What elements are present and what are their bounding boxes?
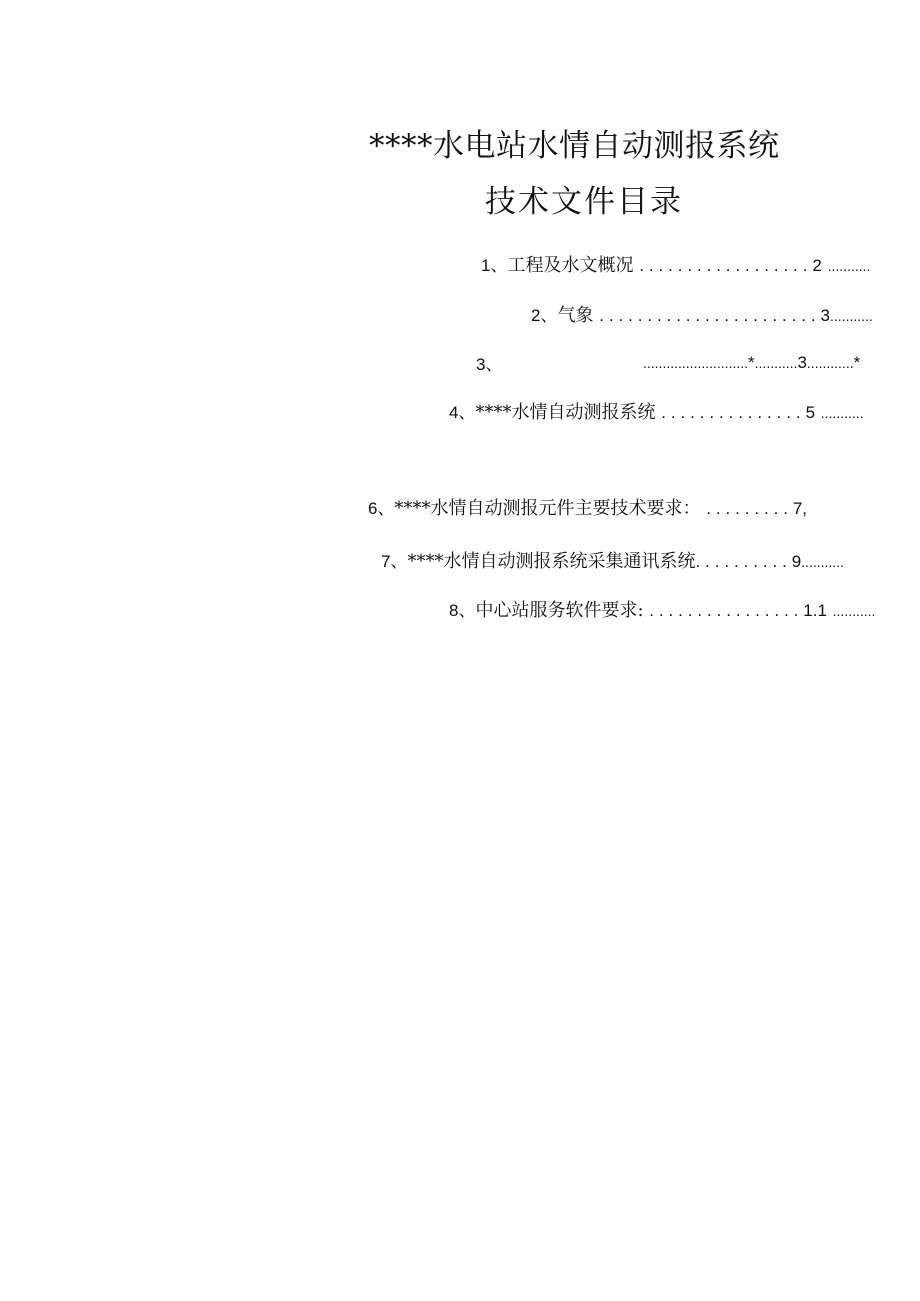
toc-entry-label: 工程及水文概况 <box>507 255 634 276</box>
toc-entry-3-leaders <box>643 351 860 375</box>
toc-entry-label: 气象 <box>557 305 594 326</box>
toc-entry-number: 6、 <box>368 499 395 518</box>
toc-entry-number: 2、 <box>531 306 558 325</box>
toc-entry-label: 中心站服务软件要求: <box>475 600 644 621</box>
toc-page-number: 5 <box>805 403 816 422</box>
toc-entry-label: ****水情自动测报系统采集通讯系统 <box>407 551 696 572</box>
document-subtitle: 技术文件目录 <box>485 184 683 220</box>
toc-entry-1[interactable] <box>481 254 870 278</box>
toc-entry-7[interactable] <box>381 550 844 574</box>
toc-leader-dots: ......... <box>706 499 793 518</box>
toc-entry-number: 3、 <box>476 355 503 374</box>
toc-entry-number: 1、 <box>481 256 508 275</box>
toc-leader-dots: .......... <box>695 552 792 571</box>
toc-entry-2[interactable] <box>531 304 873 328</box>
toc-page-number: 3 <box>797 353 807 372</box>
toc-entry-4[interactable] <box>449 401 864 425</box>
toc-entry-number: 4、 <box>449 403 476 422</box>
toc-entry-label: ****水情自动测报元件主要技术要求： <box>394 498 701 519</box>
toc-trailing-dots: ........... <box>830 308 873 324</box>
toc-entry-label: ****水情自动测报系统 <box>475 402 656 423</box>
toc-trailing-dots: ........... <box>827 258 871 274</box>
toc-leader-dots: .................. <box>639 256 813 275</box>
toc-trailing-dots: ........... <box>832 603 876 619</box>
toc-entry-number: 7、 <box>381 552 408 571</box>
toc-leader-dots: ........................... <box>643 355 749 371</box>
toc-trailing-dots: ........... <box>820 405 864 421</box>
toc-page-number: 7, <box>792 499 807 518</box>
toc-trailing-dots: ........... <box>801 554 844 570</box>
toc-star-mark: * <box>748 353 755 372</box>
toc-trailing-dots: ............ <box>806 355 854 371</box>
toc-page-number: 1.1 <box>803 601 827 620</box>
toc-entry-3[interactable] <box>476 353 502 377</box>
toc-leader-dots: ................ <box>649 601 804 620</box>
toc-entry-8[interactable] <box>449 599 875 623</box>
toc-page-number: 2 <box>812 256 822 275</box>
document-title: ****水电站水情自动测报系统 <box>369 128 780 164</box>
toc-leader-dots: ............... <box>661 403 806 422</box>
toc-page-number: 3 <box>820 306 831 325</box>
toc-leader-dots: ....................... <box>599 306 821 325</box>
toc-leader-dots: ........... <box>754 355 798 371</box>
toc-star-mark: * <box>853 353 861 372</box>
toc-entry-number: 8、 <box>449 601 476 620</box>
toc-page-number: 9 <box>791 552 802 571</box>
toc-entry-6[interactable] <box>368 497 807 521</box>
